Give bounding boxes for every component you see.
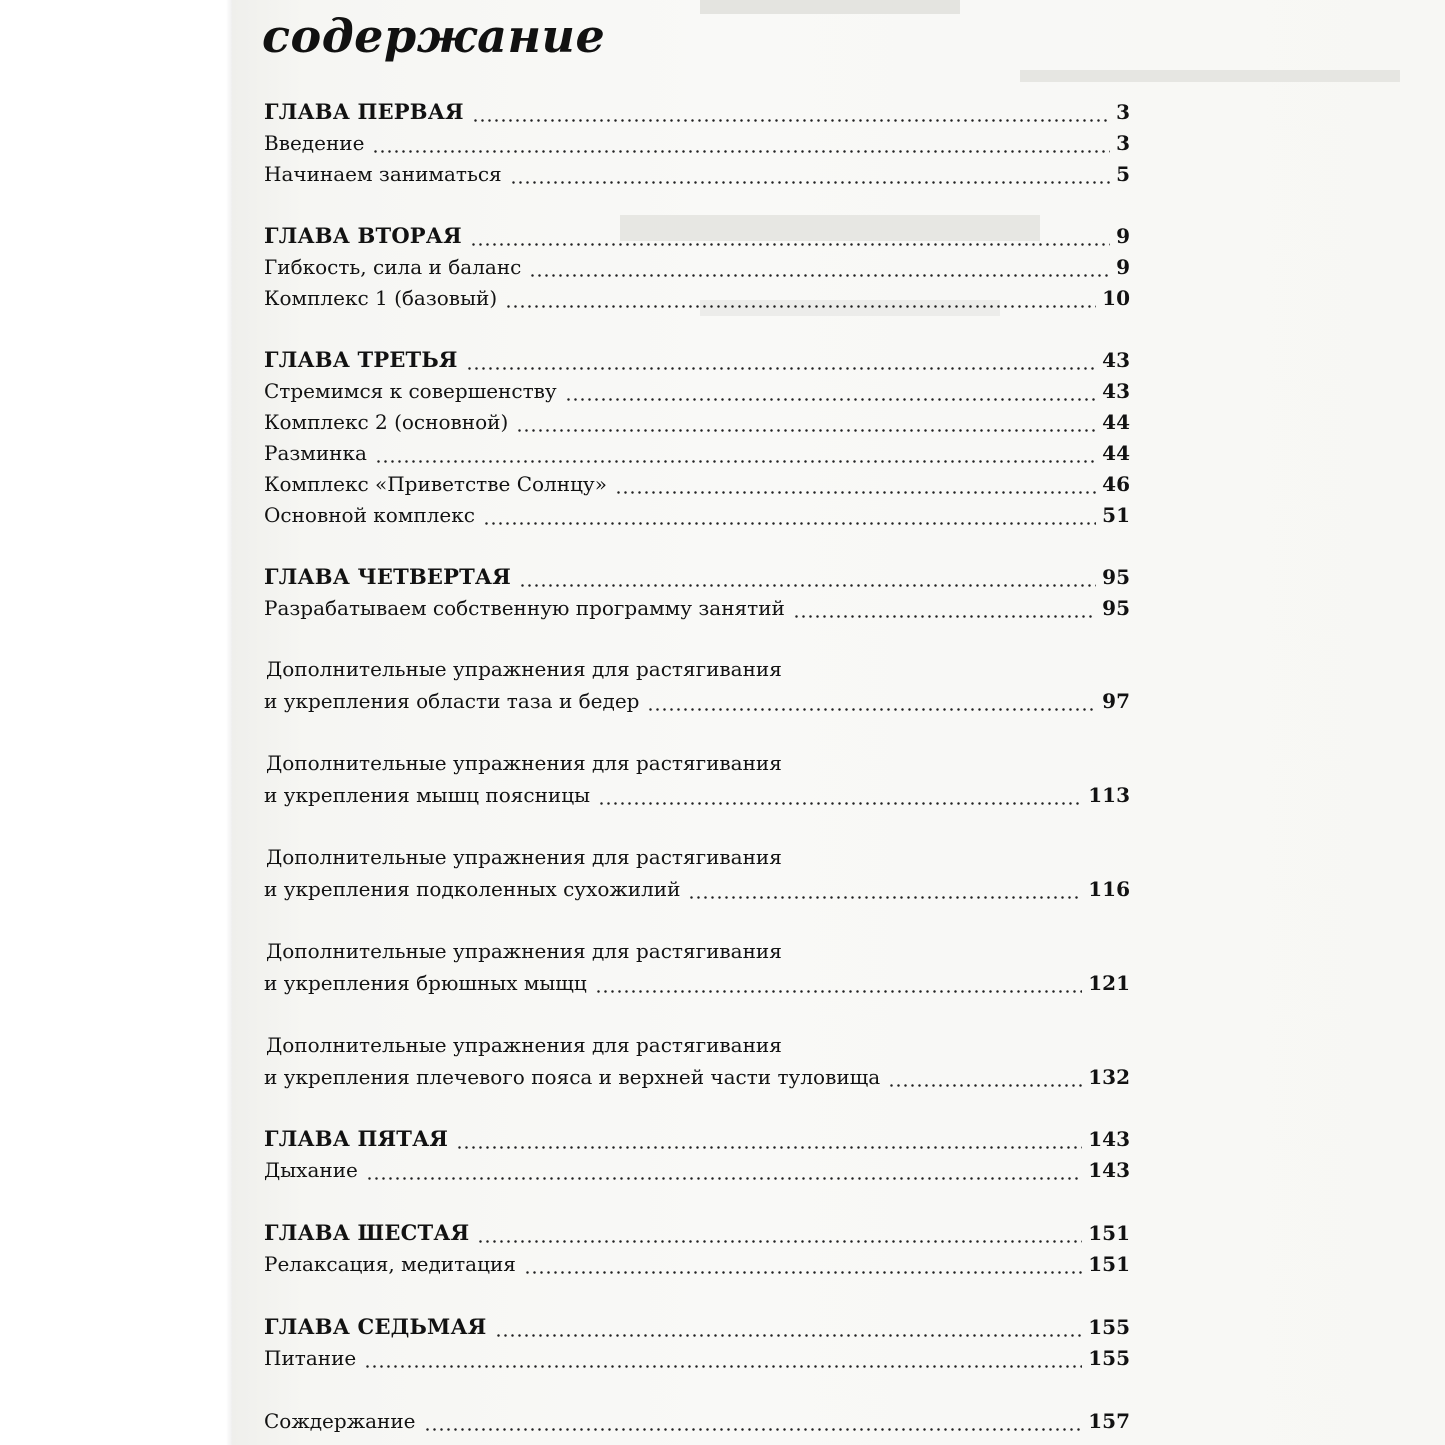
toc-entry-row — [264, 281, 1130, 311]
toc-chapter-row — [264, 1122, 1130, 1152]
toc-entry-row — [264, 1404, 1130, 1434]
entry-title: Питание — [264, 1346, 357, 1370]
page-number: 121 — [1088, 971, 1130, 995]
toc-entry-first-line: Дополнительные упражнения для растягивания — [266, 657, 782, 681]
toc-entry-row — [264, 872, 1130, 902]
toc-entry-row — [264, 1153, 1130, 1183]
toc-entry-row — [264, 250, 1130, 280]
entry-title: Введение — [264, 131, 365, 155]
page-number: 97 — [1102, 689, 1130, 713]
toc-chapter-row — [264, 95, 1130, 125]
dot-leader — [615, 471, 1096, 497]
page-number: 113 — [1088, 783, 1130, 807]
toc-entry-row — [264, 157, 1130, 187]
dot-leader — [466, 347, 1097, 373]
page-number: 3 — [1116, 131, 1130, 155]
chapter-title: ГЛАВА ШЕСТАЯ — [264, 1220, 470, 1245]
dot-leader — [565, 378, 1096, 404]
page-number: 3 — [1116, 100, 1130, 124]
dot-leader — [505, 285, 1096, 311]
toc-chapter-row — [264, 1310, 1130, 1340]
toc-chapter-row — [264, 219, 1130, 249]
page-number: 5 — [1116, 162, 1130, 186]
page-number: 132 — [1088, 1065, 1130, 1089]
chapter-title: ГЛАВА ЧЕТВЕРТАЯ — [264, 564, 511, 589]
toc-entry-first-line: Дополнительные упражнения для растягивания — [266, 845, 782, 869]
page-number: 143 — [1088, 1158, 1130, 1182]
dot-leader — [375, 440, 1096, 466]
toc-entry-row — [264, 1060, 1130, 1090]
dot-leader — [424, 1408, 1083, 1434]
dot-leader — [366, 1157, 1082, 1183]
entry-title: Комплекс 1 (базовый) — [264, 286, 498, 310]
dot-leader — [529, 254, 1110, 280]
toc-entry-row — [264, 1247, 1130, 1277]
entry-title: и укрепления области таза и бедер — [264, 689, 640, 713]
chapter-title: ГЛАВА ТРЕТЬЯ — [264, 347, 458, 372]
dot-leader — [364, 1345, 1082, 1371]
page-number: 151 — [1088, 1252, 1130, 1276]
toc-entry-row — [264, 374, 1130, 404]
dot-leader — [595, 970, 1082, 996]
toc-entry-row — [264, 966, 1130, 996]
entry-title: Дыхание — [264, 1158, 358, 1182]
page-number: 157 — [1088, 1409, 1130, 1433]
dot-leader — [456, 1126, 1082, 1152]
dot-leader — [793, 595, 1096, 621]
toc-entry-row — [264, 436, 1130, 466]
entry-title: Релаксация, медитация — [264, 1252, 516, 1276]
toc-entry-row — [264, 778, 1130, 808]
page-number: 10 — [1102, 286, 1130, 310]
toc-entry-row — [264, 1341, 1130, 1371]
dot-leader — [688, 876, 1082, 902]
toc-entry-row — [264, 591, 1130, 621]
entry-title: Стремимся к совершенству — [264, 379, 557, 403]
chapter-title: ГЛАВА ПЯТАЯ — [264, 1126, 449, 1151]
dot-leader — [598, 782, 1082, 808]
entry-title: Гибкость, сила и баланс — [264, 255, 522, 279]
dot-leader — [647, 688, 1096, 714]
entry-title: Разминка — [264, 441, 367, 465]
toc-chapter-row — [264, 1216, 1130, 1246]
page-number: 44 — [1102, 410, 1130, 434]
chapter-title: ГЛАВА ПЕРВАЯ — [264, 99, 464, 124]
entry-title: и укрепления подколенных сухожилий — [264, 877, 681, 901]
page-number: 44 — [1102, 441, 1130, 465]
page-number: 51 — [1102, 503, 1130, 527]
dot-leader — [483, 502, 1096, 528]
toc-entry-first-line: Дополнительные упражнения для растягивания — [266, 751, 782, 775]
toc-entry-row — [264, 405, 1130, 435]
dot-leader — [372, 130, 1110, 156]
entry-title: Основной комплекс — [264, 503, 475, 527]
dot-leader — [470, 223, 1110, 249]
page-title: содержание — [262, 9, 606, 63]
dot-leader — [477, 1220, 1082, 1246]
page-number: 95 — [1102, 565, 1130, 589]
page-number: 116 — [1088, 877, 1130, 901]
entry-title: и укрепления мышц поясницы — [264, 783, 591, 807]
entry-title: Сождержание — [264, 1409, 416, 1433]
page-number: 9 — [1116, 224, 1130, 248]
dot-leader — [524, 1251, 1082, 1277]
dot-leader — [472, 99, 1110, 125]
toc-entry-row — [264, 684, 1130, 714]
dot-leader — [495, 1314, 1083, 1340]
page-number: 43 — [1102, 348, 1130, 372]
toc-entry-first-line: Дополнительные упражнения для растягивания — [266, 1033, 782, 1057]
page-number: 46 — [1102, 472, 1130, 496]
page-number: 143 — [1088, 1127, 1130, 1151]
entry-title: Начинаем заниматься — [264, 162, 502, 186]
dot-leader — [516, 409, 1096, 435]
entry-title: Комплекс 2 (основной) — [264, 410, 509, 434]
chapter-title: ГЛАВА ВТОРАЯ — [264, 223, 462, 248]
entry-title: Комплекс «Приветстве Солнцу» — [264, 472, 607, 496]
toc-entry-row — [264, 126, 1130, 156]
dot-leader — [888, 1064, 1082, 1090]
dot-leader — [519, 564, 1096, 590]
dot-leader — [510, 161, 1110, 187]
entry-title: Разрабатываем собственную программу занятий — [264, 596, 785, 620]
page-number: 155 — [1088, 1346, 1130, 1370]
toc-entry-row — [264, 498, 1130, 528]
toc-chapter-row — [264, 343, 1130, 373]
page-number: 151 — [1088, 1221, 1130, 1245]
entry-title: и укрепления плечевого пояса и верхней части туловища — [264, 1065, 881, 1089]
toc-entry-row — [264, 467, 1130, 497]
page-number: 95 — [1102, 596, 1130, 620]
page-number: 43 — [1102, 379, 1130, 403]
toc-entry-first-line: Дополнительные упражнения для растягивания — [266, 939, 782, 963]
page-number: 155 — [1088, 1315, 1130, 1339]
toc-chapter-row — [264, 560, 1130, 590]
entry-title: и укрепления брюшных мыщц — [264, 971, 587, 995]
chapter-title: ГЛАВА СЕДЬМАЯ — [264, 1314, 487, 1339]
page-number: 9 — [1116, 255, 1130, 279]
